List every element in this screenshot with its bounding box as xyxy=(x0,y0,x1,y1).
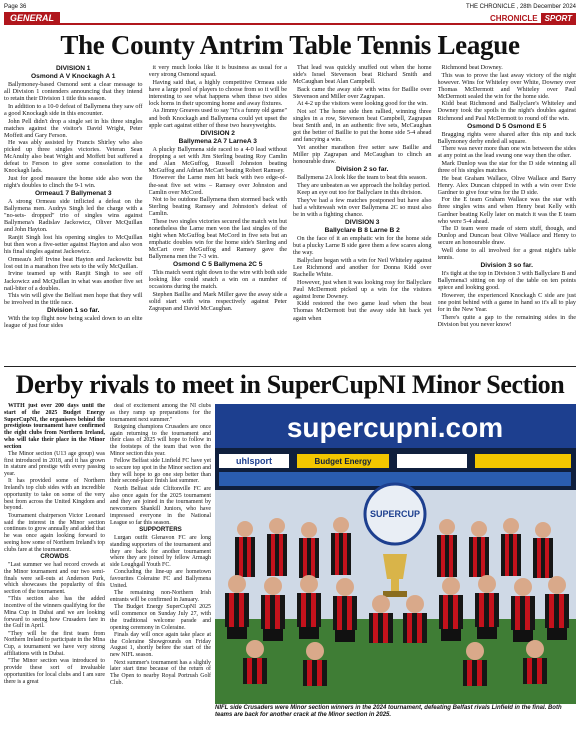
paragraph: For the E team Graham Wallace was the star with three singles wins and when Henry beat Kelly with Gardner beating Kelly later on match it was the E team who were 5-4 ahead. xyxy=(437,196,576,225)
player xyxy=(331,517,351,575)
paragraph: Finals day will once again take place at the Coleraine Showgrounds on Friday August 1, shortly before the start of the new NIFL season. xyxy=(110,631,211,659)
paragraph: He beat Graham Wallace, Olive Wallace and Barry Henry. Alex Duncan chipped in with a win over Evie Gardner to give four wins for the D side. xyxy=(437,174,576,196)
player xyxy=(533,522,553,578)
divider xyxy=(4,366,576,367)
player xyxy=(333,578,357,642)
paragraph: Yet another marathon five setter saw Baillie and Miller pip Zagrapan and McCaughan to clinch an honourable draw. xyxy=(293,143,432,165)
paragraph: "The Minor section was introduced to provide these sort of invaluable opportunities for local clubs and I am sure there is a great xyxy=(4,658,105,685)
player xyxy=(243,640,267,684)
paragraph: Bragging rights were shared after this nip and tuck Ballymoney derby ended all square. xyxy=(437,130,576,145)
paragraph: However the Larne men hit back with two edge-of-the-seat five set wins – Ramsey over Johnston and Camlin over McCord. xyxy=(148,174,287,196)
article1-column-2 xyxy=(149,64,288,364)
subhead: Division 1 so far. xyxy=(47,307,100,315)
paragraph: This win will give the Belfast men hope that they will be involved in the title race. xyxy=(4,292,143,307)
paragraph: Tournament chairperson Victor Leonard said the interest in the Minor section continues to grow annually and added that he was once again looking forward to seeing how some of Northern Ireland's top clubs fare at the tournament. xyxy=(4,512,105,553)
paragraph: These two singles victories secured the match win but nonetheless the Larne men won the last singles of the night when McGuffog beat McCord in five sets but an emphatic doubles win for the home side's Sterling and McCart over McGuffog and Ramsey gave the Ballymena men the 7-3 win. xyxy=(148,217,287,261)
player xyxy=(437,519,457,577)
paragraph: On the face of it an emphatic win for the home side but a plucky Larne B side gave them a few scares along the way. xyxy=(293,235,432,257)
paragraph: There's quite a gap to the remaining sides in the Division but you never know! xyxy=(437,313,576,328)
article1-headline: The County Antrim Table Tennis League xyxy=(60,30,520,60)
paragraph: Irvine teamed up with Ranjit Singh to see off Jackowicz and McQuillan in what was another five set nail-biter of a doubles. xyxy=(4,270,143,292)
banner-text: supercupni.com xyxy=(286,412,504,443)
subhead: CROWDS xyxy=(40,553,69,561)
subhead: SUPPORTERS xyxy=(139,526,182,534)
brand-logo xyxy=(487,12,576,24)
ad-board xyxy=(475,454,571,468)
article1-column-3 xyxy=(293,64,432,364)
player xyxy=(545,576,569,640)
subhead: Osmond C 5 Ballymena 2C 5 xyxy=(173,261,263,269)
paragraph: Lurgan outfit Glenavon FC are long standing supporters of the tournament and they are back for another tournament where they are joined by fellow Armagh side Loughgall Youth FC. xyxy=(110,535,211,569)
player xyxy=(297,575,321,639)
paragraph: deal of excitement among the NI clubs as they ramp up preparations for the tournament next summer." xyxy=(110,403,211,423)
paragraph: Kidd beat Richmond and Ballyclare's Whiteley and Downey took the spoils in the night's doubles against Richmond and Paul McDermott to round off the win. xyxy=(437,100,576,122)
paragraph: Not to be outdone Ballymena then stormed back with Sterling beating Ramsey and Johnston's defeat of Camlin. xyxy=(148,196,287,218)
player xyxy=(299,522,319,578)
paragraph: Ranjit Singh lost his opening singles to McQuillan but then won a five-setter against Hayton and also won his final singles against Jackowicz. xyxy=(4,234,143,256)
player xyxy=(475,575,499,639)
paragraph: Ballyclare began with a win for Neil Whiteley against Lee Richmond and another for Donna Kidd over Rachelle White. xyxy=(293,256,432,279)
subhead: DIVISION 2 xyxy=(200,129,235,137)
page-header xyxy=(4,2,576,12)
paragraph: He was ably assisted by Francis Shirley who also picked up three singles victories. Veteran Sean McAnulty also beat Wright and Moffett but suffered a defeat to Ferson to give some consolation to the Knockagh lads. xyxy=(4,139,143,175)
paragraph: Stephen Baillie and Mark Miller gave the away side a solid start with wins respectively against Peter Zagrapan and David McCaughan. xyxy=(148,291,287,313)
brand-sport: SPORT xyxy=(541,13,576,24)
paragraph: Back came the away side with wins for Baillie over Stevenson and Miller over Zagrapan. xyxy=(293,85,432,100)
paragraph: Concluding the line-up are hometown favourites Coleraine FC and Ballymena United. xyxy=(110,569,211,589)
subhead: DIVISION 1 xyxy=(56,65,91,72)
paragraph: The Budget Energy SuperCupNI 2025 will commence on Sunday July 27, with the traditional welcome parade and opening ceremony in Coleraine. xyxy=(110,604,211,631)
paragraph: Fellow Belfast side Linfield FC have yet to secure top spot in the Minor section and they will hope to go one step better than their second-place finish last summer. xyxy=(110,458,211,485)
paragraph: As Jimmy Greaves used to say "it's a funny old game" and both Knockagh and Ballymena could yet upset the apple cart against either of these two heavyweights. xyxy=(148,107,287,129)
sponsor-budget-energy: Budget Energy xyxy=(314,457,372,466)
player xyxy=(403,595,427,643)
subhead: Division 3 so far. xyxy=(480,262,533,270)
paragraph: The remaining non-Northern Irish entrants will be confirmed in January. xyxy=(110,590,211,603)
player xyxy=(261,577,285,641)
paragraph: A plucky Ballymena side raced to a 4-0 lead without dropping a set with Jim Sterling beating Roy Camlin and Alan McGuffog, Russell Johnston beating McGuffog and Adrian McCart beating Robert Ramsey. xyxy=(148,145,287,174)
player xyxy=(225,575,249,639)
paragraph: The D team were made of stern stuff, though, and Dunlop and Duncan beat Olive Wallace and Henry to secure an honourable draw. xyxy=(437,225,576,247)
ad-board xyxy=(397,454,467,468)
player xyxy=(501,518,521,576)
subhead: Osmond A V Knockagh A 1 xyxy=(31,73,116,81)
subhead: Ballyclare B 8 Larne B 2 xyxy=(324,227,400,235)
paragraph: Well done to all involved for a great night's table tennis. xyxy=(437,246,576,261)
paragraph: "This section also has the added incentive of the winners qualifying for the Mina Cup in Dubai and we are looking forward to seeing how Crusaders fare in the Gulf in April. xyxy=(4,596,105,630)
paragraph: This match went right down to the wire with both side looking like could snatch a win on a number of occasions during the match. xyxy=(148,269,287,291)
paragraph: "Last summer we had record crowds at the Minor tournament and our two semi-finals were sell-outs at Anderson Park, which showcases the popularity of this section of the tournament. xyxy=(4,562,105,596)
player xyxy=(369,595,393,643)
paragraph: However, the experienced Knockagh C side are just one point behind with a game in hand so it's all to play for in the New Year. xyxy=(437,291,576,313)
paragraph: Ballymoney-based Osmond sent a clear message to all Division 1 contenders announcing that they intend to retain their Division 1 title this season. xyxy=(4,81,143,103)
paragraph: That lead was quickly snuffed out when the home side's Israel Stevenson beat Richard Smith and McCaughan beat Alan Campbell. xyxy=(293,64,432,86)
paragraph: it very much looks like it is business as usual for a very strong Osmond squad. xyxy=(148,64,287,79)
paragraph: It's tight at the top in Division 3 with Ballyclare B and Ballymena3 sitting on top of the table on ten points apiece and looking good. xyxy=(437,270,576,292)
subhead: Ormeau1 7 Ballymenat 3 xyxy=(34,190,112,198)
paragraph: The Minor section (U13 age group) was first introduced in 2018, and it has grown in stature and prestige with every passing year. xyxy=(4,450,105,478)
team-photo xyxy=(215,404,576,704)
paragraph: In addition to a 10-0 defeat of Ballymena they saw off a good Knockagh side in this encounter. xyxy=(4,102,143,117)
paragraph: Next summer's tournament has a slightly later start time because of the return of The Open to nearby Royal Portrush Golf Club. xyxy=(110,659,211,686)
subhead: Osmond D 5 Osmond E 5 xyxy=(467,122,547,130)
page-number: Page 36 xyxy=(4,4,27,10)
player xyxy=(511,578,535,642)
paragraph: Reigning champions Crusaders are once again returning to the tournament and their class of 2025 will hope to follow in the footsteps of the team that won the Minor section this year. xyxy=(110,423,211,457)
paragraph: It has provided some of Northern Ireland's top club sides with an incredible opportunity to take on some of the very best from across the United Kingdom and beyond. xyxy=(4,478,105,512)
paragraph: With the top flight now being scaled down to an elite league of just four sides xyxy=(4,315,143,330)
article1-column-4 xyxy=(438,64,577,364)
paragraph: "They will be the first team from Northern Ireland to participate in the Mina Cup, a tournament we have very strong affiliations with in Dubai. xyxy=(4,630,105,657)
lead-paragraph: WITH just over 200 days until the start of the 2025 Budget Energy SuperCupNI, the organisers behind the prestigious tournament have confirmed the eight clubs from Northern Ireland, who will take their place in the Minor section xyxy=(4,403,105,450)
paragraph: Ormeau's Jeff Irvine beat Hayton and Jackowitz but lost out in a marathon five sets to the wily McQuillan. xyxy=(4,255,143,270)
paragraph: A strong Ormeau side inflicted a defeat on the Ballymena men. Audrys Singh led the charge with a "no-sets- dropped" trio of singles wins against Ballymena's Radislav Jackowicz, Oliver McQuillan and John Hayton. xyxy=(4,198,143,234)
paragraph: Richmond beat Downey. xyxy=(441,64,503,71)
paragraph: They are unbeaten as we approach the holiday period. xyxy=(297,181,431,189)
paragraph: They've had a few matches postponed but have also had a whitewash win over Ballymena 2C so must also be in with a fighting chance. xyxy=(293,197,432,219)
player xyxy=(303,642,327,686)
paragraph: Mark Dunlop was the star for the D side winning all three of his singles matches. xyxy=(437,159,576,175)
paragraph: Having said that, a highly competitive Ormeau side have a large pool of players to choose from so it will be interesting to see what happens when these two sides lock horns in their upcoming home and away fixtures. xyxy=(148,78,287,107)
player xyxy=(439,577,463,641)
issue-date: THE CHRONICLE , 28th December 2024 xyxy=(465,4,576,10)
subhead: Division 2 so far. xyxy=(336,166,389,174)
article1-column-1 xyxy=(4,64,143,364)
article2-headline: Derby rivals to meet in SuperCupNI Minor Section xyxy=(15,370,565,399)
article2-column-1 xyxy=(4,403,105,735)
brand-chronicle: CHRONICLE xyxy=(490,13,538,23)
player xyxy=(523,640,547,684)
paragraph: Just for good measure the home side also won the night's doubles to clinch the 9-1 win. xyxy=(4,175,143,190)
paragraph: Kidd restored the two game lead when the beat Thomas McDermott but the away side hit back yet again when xyxy=(293,300,432,322)
player xyxy=(469,521,489,577)
article2-body xyxy=(4,403,211,735)
team-photo-illustration xyxy=(215,404,576,704)
paragraph: There was never more than one win between the sides at any point as the lead swung one way then the other. xyxy=(437,145,576,160)
subhead: Ballymena 2A 7 LarneA 3 xyxy=(178,137,257,145)
sponsor-uhlsport: uhlsport xyxy=(236,456,272,466)
player xyxy=(267,518,287,576)
article2-column-2 xyxy=(110,403,211,735)
paragraph: Not so! The home side then rallied, winning three singles in a row, Stevenson beat Campbell, Zagrapan beat Smith and, in an authentic five sets, McCaughan got the better of Baillie to put the home side 5-4 ahead and fancying a win. xyxy=(293,108,432,144)
article1-body xyxy=(4,64,576,364)
supercup-logo-text: SUPERCUP xyxy=(369,509,421,519)
paragraph: At 4-2 up the visitors were looking good for the win. xyxy=(297,100,428,108)
section-bar xyxy=(4,13,576,25)
paragraph: However, just when it was looking rosy for Ballyclare Paul McDermott picked up a win for the visitors against Irene Downey. xyxy=(293,278,432,300)
paragraph: North Belfast side Cliftonville FC are also once again for the 2025 tournament and they are joined in the tournament by newcomers Shankill Juniors, who have impressed everyone in the National League so far this season. xyxy=(110,485,211,526)
paragraph: Ballymena 2A look like the team to beat this season. xyxy=(297,174,427,182)
player xyxy=(235,521,255,577)
paragraph: This was to prove the last away victory of the night however. Wins for Whiteley over White, Downey over Thomas McDermott and Whiteley over Paul McDermott sealed the win for the home side. xyxy=(437,71,576,100)
subhead: DIVISION 3 xyxy=(345,219,380,227)
player xyxy=(463,642,487,686)
section-label: GENERAL xyxy=(4,12,60,24)
photo-caption: NIFL side Crusaders were Minor section winners in the 2024 tournament, defeating Belfast rivals Linfield in the final. Both teams are back for another crack at the Minor section in 2025. xyxy=(215,705,562,718)
paragraph: John Pell didn't drop a single set in his three singles matches against the visitor's David Wright, Peter Moffett and Gary Ferson. xyxy=(4,117,143,139)
paragraph: Keep an eye out too for Ballyclare in this division. xyxy=(297,189,423,197)
